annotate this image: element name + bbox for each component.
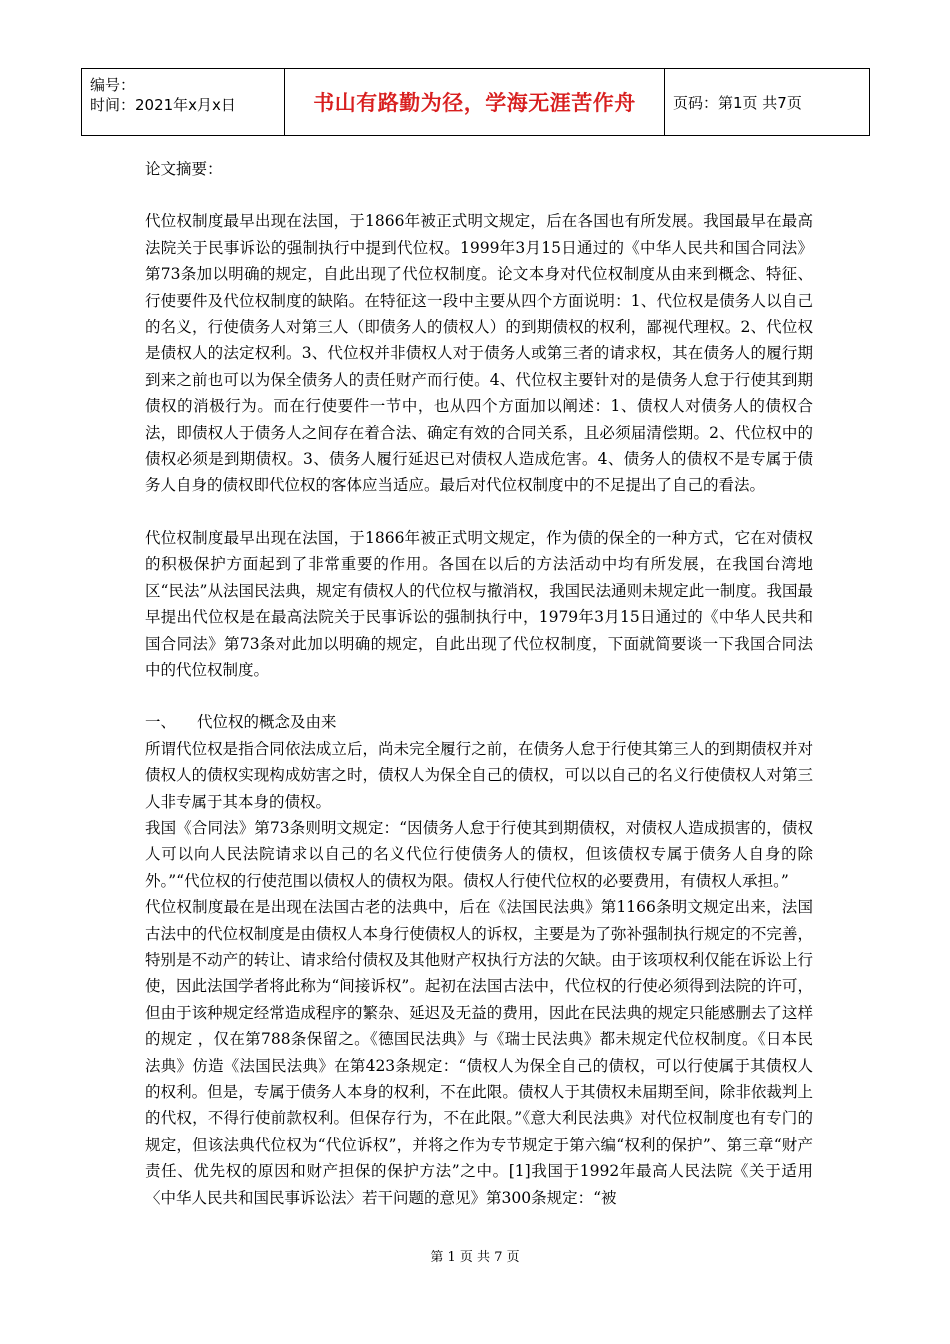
header-meta-cell xyxy=(82,69,285,135)
page-footer: 第 1 页 共 7 页 xyxy=(430,1250,520,1265)
header-table xyxy=(81,68,870,136)
abstract-paragraph: 代位权制度最早出现在法国，于1866年被正式明文规定，后在各国也有所发展。我国最早在最高法院关于民事诉讼的强制执行中提到代位权。1999年3月15日通过的《中华人民共和国合同法》第73条加以明确的规定，自此出现了代位权制度。论文本身对代位权制度从由来到概念、特征、行使要件及代位权制度的缺陷。在特征这一段中主要从四个方面说明：1、代位权是债务人以自己的名义，行使债务人对第三人（即债务人的债权人）的到期债权的权利，鄙视代理权。2、代位权是债权人的法定权利。3、代位权并非债权人对于债务人或第三者的请求权，其在债务人的履行期到来之前也可以为保全债务人的责任财产而行使。4、代位权主要针对的是债务人怠于行使其到期债权的消极行为。而在行使要件一节中，也从四个方面加以阐述：1、债权人对债务人的债权合法，即债权人于债务人之间存在着合法、确定有效的合同关系，且必须届清偿期。2、代位权中的债权必须是到期债权。3、债务人履行延迟已对债权人造成危害。4、债务人的债权不是专属于债务人自身的债权即代位权的客体应当适应。最后对代位权制度中的不足提出了自己的看法。 xyxy=(145,212,813,495)
abstract-title: 论文摘要： xyxy=(145,160,223,178)
concept-paragraph: 所谓代位权是指合同依法成立后，尚未完全履行之前，在债务人怠于行使其第三人的到期债权并对债权人的债权实现构成妨害之时，债权人为保全自己的债权，可以以自己的名义行使债权人对第三人非专属于其本身的债权。 xyxy=(145,739,813,811)
contract-law-paragraph: 我国《合同法》第73条则明文规定：“因债务人怠于行使其到期债权，对债权人造成损害的，债权人可以向人民法院请求以自己的名义代位行使债务人的债权，但该债权专属于债务人自身的除外。”“代位权的行使范围以债权人的债权为限。债权人行使代位权的必要费用，有债权人承担。” xyxy=(145,818,813,890)
section-number: 一、 xyxy=(145,713,177,732)
intro-paragraph: 代位权制度最早出现在法国，于1866年被正式明文规定，作为债的保全的一种方式，它在对债权的积极保护方面起到了非常重要的作用。各国在以后的方法活动中均有所发展，在我国台湾地区“民法”从法国民法典，规定有债权人的代位权与撤消权，我国民法通则未规定此一制度。我国最早提出代位权是在最高法院关于民事诉讼的强制执行中，1979年3月15日通过的《中华人民共和国合同法》第73条对此加以明确的规定，自此出现了代位权制度，下面就简要谈一下我国合同法中的代位权制度。 xyxy=(145,528,813,679)
section-heading xyxy=(145,709,813,735)
header-motto: 书山有路勤为径，学海无涯苦作舟 xyxy=(285,69,665,135)
document-number-label: 编号： xyxy=(90,76,136,94)
document-body xyxy=(145,156,813,1211)
document-time-label: 时间：2021年x月x日 xyxy=(90,96,236,114)
header-page-label: 页码：第1页 共7页 xyxy=(673,93,802,112)
section-title: 代位权的概念及由来 xyxy=(197,713,337,732)
history-paragraph: 代位权制度最在是出现在法国古老的法典中，后在《法国民法典》第1166条明文规定出来，法国古法中的代位权制度是由债权人本身行使债权人的诉权，主要是为了弥补强制执行规定的不完善，特别是不动产的转让、请求给付债权及其他财产权执行方法的欠缺。由于该项权利仅能在诉讼上行使，因此法国学者将此称为“间接诉权”。起初在法国古法中，代位权的行使必须得到法院的许可，但由于该种规定经常造成程序的繁杂、延迟及无益的费用，因此在民法典的规定只能感删去了这样的规定 ，仅在第788条保留之。《德国民法典》与《瑞士民法典》都未规定代位权制度。《日本民法典》仿造《法国民法典》在第423条规定：“债权人为保全自己的债权，可以行使属于其债权人的权利。但是，专属于债务人本身的权利，不在此限。债权人于其债权未届期至间，除非依裁判上的代权，不得行使前款权利。但保存行为，不在此限。”《意大利民法典》对代位权制度也有专门的规定，但该法典代位权为“代位诉权”，并将之作为专节规定于第六编“权利的保护”、第三章“财产责任、优先权的原因和财产担保的保护方法”之中。[1]我国于1992年最高人民法院《关于适用〈中华人民共和国民事诉讼法〉若干问题的意见》第300条规定：“被 xyxy=(145,898,813,1207)
